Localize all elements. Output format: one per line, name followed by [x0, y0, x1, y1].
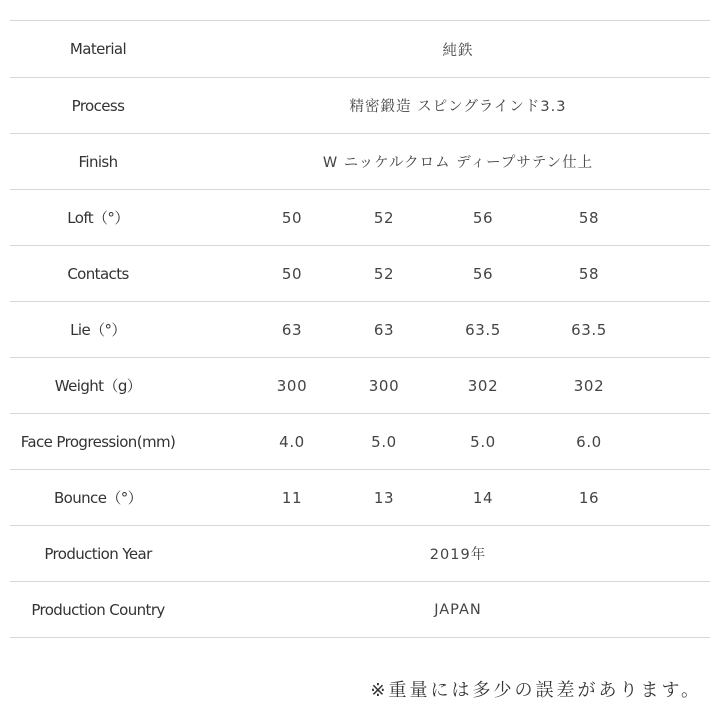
row-label: Finish: [78, 152, 118, 171]
spec-row-finish: [10, 134, 710, 190]
weight-tolerance-note: ※重量には多少の誤差があります。: [370, 680, 702, 701]
row-label: Weight（g）: [54, 377, 142, 395]
table-cell: 5.0: [371, 432, 397, 451]
table-cell: 63: [281, 320, 303, 339]
table-cell: 52: [373, 208, 395, 227]
table-cell: 63.5: [465, 320, 501, 339]
table-cell: 6.0: [576, 432, 602, 451]
spec-row-process: [10, 78, 710, 134]
table-cell: 300: [368, 376, 400, 395]
row-value: 純鉄: [442, 42, 474, 59]
table-cell: 56: [472, 264, 494, 283]
table-cell: 13: [373, 488, 395, 507]
table-cell: 50: [281, 264, 303, 283]
table-cell: 63: [373, 320, 395, 339]
spec-row-bounce: [10, 470, 710, 526]
row-label: Face Progression(mm): [20, 432, 176, 451]
row-label: Material: [69, 40, 127, 58]
spec-row-face-progression: [10, 414, 710, 470]
table-cell: 58: [578, 264, 600, 283]
table-cell: 56: [472, 208, 494, 227]
row-label: Production Country: [31, 600, 165, 619]
table-cell: 4.0: [279, 432, 305, 451]
table-cell: 52: [373, 264, 395, 283]
row-label: Loft（°）: [67, 209, 129, 227]
spec-row-loft: [10, 190, 710, 246]
table-cell: 14: [472, 488, 494, 507]
spec-row-production-year: [10, 526, 710, 582]
table-cell: 302: [467, 376, 499, 395]
row-value: JAPAN: [434, 601, 482, 618]
spec-row-lie: [10, 302, 710, 358]
spec-row-contacts: [10, 246, 710, 302]
table-cell: 300: [276, 376, 308, 395]
table-cell: 16: [578, 488, 600, 507]
row-value: 2019年: [429, 547, 487, 563]
spec-row-material: [10, 21, 710, 78]
row-label: Production Year: [44, 544, 152, 563]
row-value: W ニッケルクロム ディープサテン仕上: [322, 155, 594, 171]
table-cell: 50: [281, 208, 303, 227]
table-cell: 11: [281, 488, 303, 507]
spec-row-production-country: [10, 582, 710, 638]
table-cell: 63.5: [571, 320, 607, 339]
row-label: Process: [71, 96, 125, 115]
table-cell: 5.0: [470, 432, 496, 451]
row-label: Contacts: [67, 264, 129, 283]
table-cell: 58: [578, 208, 600, 227]
row-label: Bounce（°）: [53, 489, 143, 507]
row-label: Lie（°）: [70, 321, 126, 339]
spec-table: [10, 20, 710, 638]
row-value: 精密鍛造 スピングラインド3.3: [349, 99, 567, 115]
spec-row-weight: [10, 358, 710, 414]
table-cell: 302: [573, 376, 605, 395]
